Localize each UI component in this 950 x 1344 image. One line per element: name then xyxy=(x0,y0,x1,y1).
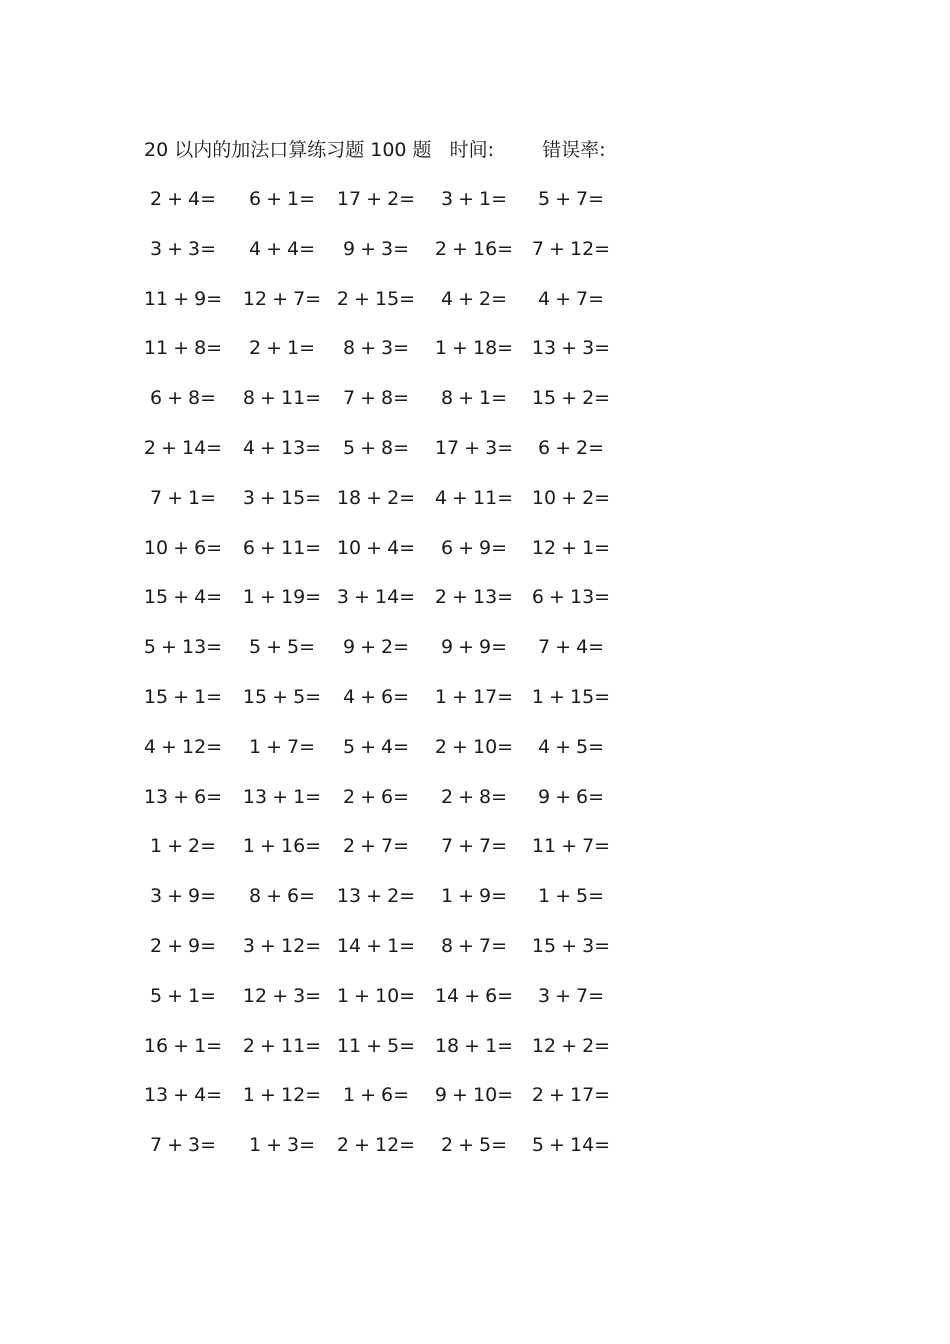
addition-problem: 6 + 1= xyxy=(248,188,316,210)
addition-problem: 12 + 1= xyxy=(531,536,611,559)
addition-problem: 2 + 17= xyxy=(531,1084,611,1107)
addition-problem: 17 + 3= xyxy=(434,437,514,459)
addition-problem: 1 + 9= xyxy=(440,885,508,908)
addition-problem: 2 + 8= xyxy=(440,785,508,808)
addition-problem: 9 + 3= xyxy=(342,237,410,260)
addition-problem: 6 + 13= xyxy=(531,586,611,609)
addition-problem: 13 + 2= xyxy=(336,885,416,908)
addition-problem: 5 + 14= xyxy=(531,1134,611,1157)
addition-problem: 4 + 13= xyxy=(242,437,322,459)
addition-problem: 15 + 3= xyxy=(531,935,611,957)
addition-problem: 12 + 2= xyxy=(531,1034,611,1057)
addition-problem: 7 + 4= xyxy=(537,636,605,659)
addition-problem: 3 + 3= xyxy=(149,237,217,260)
addition-problem: 15 + 4= xyxy=(143,586,223,609)
addition-problem: 15 + 5= xyxy=(242,686,322,708)
addition-problem: 2 + 1= xyxy=(248,337,316,360)
addition-problem: 2 + 15= xyxy=(336,287,416,310)
addition-problem: 6 + 11= xyxy=(242,536,322,559)
addition-problem: 16 + 1= xyxy=(143,1034,223,1057)
addition-problem: 5 + 1= xyxy=(149,984,217,1007)
addition-problem: 2 + 9= xyxy=(149,935,217,957)
addition-problem: 12 + 7= xyxy=(242,287,322,310)
addition-problem: 4 + 6= xyxy=(342,686,410,708)
addition-problem: 5 + 8= xyxy=(342,437,410,459)
addition-problem: 2 + 13= xyxy=(434,586,514,609)
addition-problem: 4 + 5= xyxy=(537,735,605,758)
addition-problem: 3 + 9= xyxy=(149,885,217,908)
addition-problem: 5 + 7= xyxy=(537,188,605,210)
addition-problem: 8 + 1= xyxy=(440,387,508,410)
addition-problem: 1 + 12= xyxy=(242,1084,322,1107)
addition-problem: 4 + 11= xyxy=(434,486,514,509)
addition-problem: 9 + 2= xyxy=(342,636,410,659)
addition-problem: 1 + 16= xyxy=(242,835,322,858)
addition-problem: 2 + 11= xyxy=(242,1034,322,1057)
addition-problem: 8 + 3= xyxy=(342,337,410,360)
addition-problem: 15 + 1= xyxy=(143,686,223,708)
addition-problem: 15 + 2= xyxy=(531,387,611,410)
addition-problem: 13 + 1= xyxy=(242,785,322,808)
addition-problem: 2 + 14= xyxy=(143,437,223,459)
addition-problem: 2 + 6= xyxy=(342,785,410,808)
addition-problem: 11 + 7= xyxy=(531,835,611,858)
addition-problem: 13 + 6= xyxy=(143,785,223,808)
addition-problem: 5 + 4= xyxy=(342,735,410,758)
addition-problem: 18 + 2= xyxy=(336,486,416,509)
addition-problem: 5 + 5= xyxy=(248,636,316,659)
addition-problem: 3 + 1= xyxy=(440,188,508,210)
addition-problem: 2 + 16= xyxy=(434,237,514,260)
addition-problem: 5 + 13= xyxy=(143,636,223,659)
addition-problem: 10 + 4= xyxy=(336,536,416,559)
addition-problem: 1 + 2= xyxy=(149,835,217,858)
addition-problem: 1 + 10= xyxy=(336,984,416,1007)
time-label: 时间: xyxy=(449,139,495,161)
addition-problem: 2 + 5= xyxy=(440,1134,508,1157)
addition-problem: 1 + 7= xyxy=(248,735,316,758)
addition-problem: 14 + 6= xyxy=(434,984,514,1007)
addition-problem: 8 + 6= xyxy=(248,885,316,908)
addition-problem: 11 + 5= xyxy=(336,1034,416,1057)
addition-problem: 9 + 10= xyxy=(434,1084,514,1107)
addition-problem: 1 + 18= xyxy=(434,337,514,360)
error-rate-label: 错误率: xyxy=(542,139,606,161)
addition-problem: 9 + 6= xyxy=(537,785,605,808)
addition-problem: 7 + 7= xyxy=(440,835,508,858)
addition-problem: 3 + 7= xyxy=(537,984,605,1007)
addition-problem: 11 + 9= xyxy=(143,287,223,310)
addition-problem: 7 + 3= xyxy=(149,1134,217,1157)
worksheet-title: 20 以内的加法口算练习题 100 题 xyxy=(144,139,432,161)
addition-problem: 2 + 12= xyxy=(336,1134,416,1157)
addition-problem: 6 + 2= xyxy=(537,437,605,459)
addition-problem: 1 + 3= xyxy=(248,1134,316,1157)
addition-problem: 1 + 15= xyxy=(531,686,611,708)
addition-problem: 6 + 8= xyxy=(149,387,217,410)
addition-problem: 14 + 1= xyxy=(336,935,416,957)
addition-problem: 12 + 3= xyxy=(242,984,322,1007)
addition-problem: 2 + 7= xyxy=(342,835,410,858)
addition-problem: 8 + 11= xyxy=(242,387,322,410)
addition-problem: 13 + 4= xyxy=(143,1084,223,1107)
addition-problem: 10 + 2= xyxy=(531,486,611,509)
addition-problem: 7 + 8= xyxy=(342,387,410,410)
addition-problem: 9 + 9= xyxy=(440,636,508,659)
addition-problem: 13 + 3= xyxy=(531,337,611,360)
addition-problem: 11 + 8= xyxy=(143,337,223,360)
addition-problem: 3 + 12= xyxy=(242,935,322,957)
addition-problem: 1 + 5= xyxy=(537,885,605,908)
addition-problem: 1 + 19= xyxy=(242,586,322,609)
addition-problem: 2 + 4= xyxy=(149,188,217,210)
addition-problem: 18 + 1= xyxy=(434,1034,514,1057)
addition-problem: 7 + 1= xyxy=(149,486,217,509)
addition-problem: 7 + 12= xyxy=(531,237,611,260)
addition-problem: 1 + 17= xyxy=(434,686,514,708)
addition-problem: 4 + 2= xyxy=(440,287,508,310)
addition-problem: 6 + 9= xyxy=(440,536,508,559)
addition-problem: 4 + 4= xyxy=(248,237,316,260)
addition-problem: 17 + 2= xyxy=(336,188,416,210)
addition-problem: 8 + 7= xyxy=(440,935,508,957)
addition-problem: 3 + 15= xyxy=(242,486,322,509)
addition-problem: 1 + 6= xyxy=(342,1084,410,1107)
addition-problem: 3 + 14= xyxy=(336,586,416,609)
addition-problem: 2 + 10= xyxy=(434,735,514,758)
addition-problem: 4 + 7= xyxy=(537,287,605,310)
addition-problem: 10 + 6= xyxy=(143,536,223,559)
addition-problem: 4 + 12= xyxy=(143,735,223,758)
